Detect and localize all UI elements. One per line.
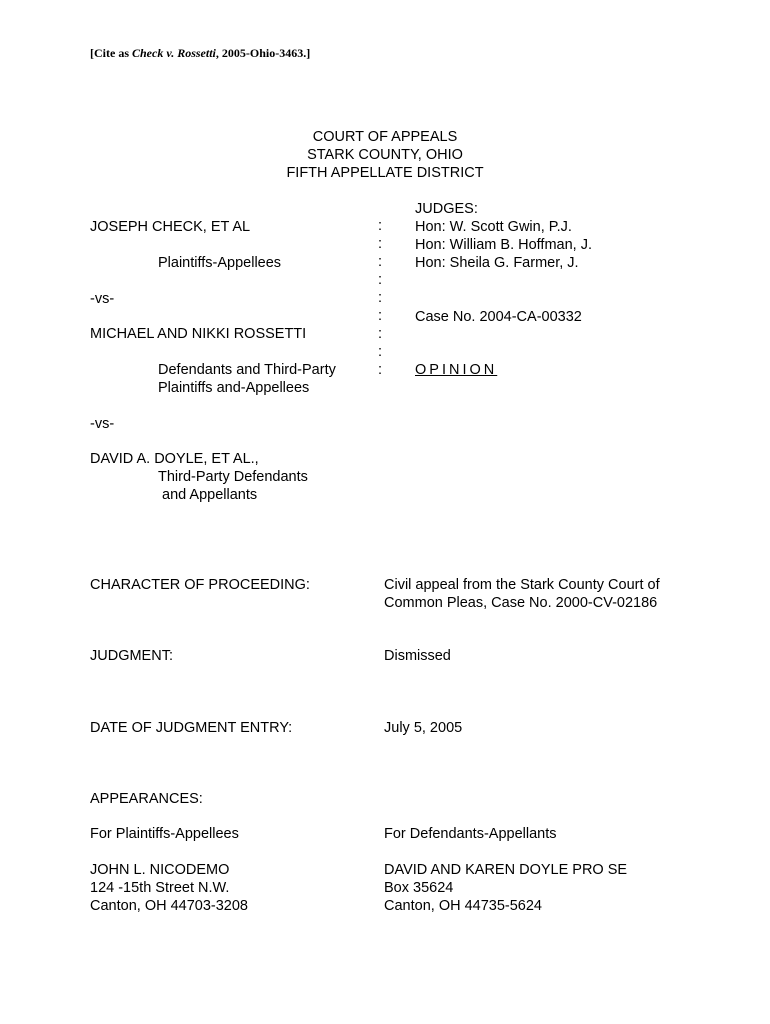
defendant-role-line1: Defendants and Third-Party xyxy=(158,362,336,378)
character-value-line1: Civil appeal from the Stark County Court of xyxy=(384,577,660,593)
caption-colon: : xyxy=(377,362,383,378)
appellees-address-line1: 124 -15th Street N.W. xyxy=(90,880,230,896)
third-party-name: DAVID A. DOYLE, ET AL., xyxy=(90,451,259,467)
judgment-value: Dismissed xyxy=(384,648,451,664)
third-party-role-line2: and Appellants xyxy=(162,487,258,503)
appellees-counsel-name: JOHN L. NICODEMO xyxy=(90,862,230,878)
caption-colon: : xyxy=(377,218,383,234)
appellants-counsel-name: DAVID AND KAREN DOYLE PRO SE xyxy=(384,862,628,878)
citation-line xyxy=(90,46,310,61)
judges-heading: JUDGES: xyxy=(415,201,478,217)
judgment-label: JUDGMENT: xyxy=(90,648,173,664)
caption-colon: : xyxy=(377,308,383,324)
caption-colon: : xyxy=(377,290,383,306)
judge-3: Hon: Sheila G. Farmer, J. xyxy=(415,255,579,271)
appellants-address-line1: Box 35624 xyxy=(384,880,454,896)
opinion-title: OPINION xyxy=(415,362,498,378)
case-number: Case No. 2004-CA-00332 xyxy=(415,309,582,325)
plaintiff-role: Plaintiffs-Appellees xyxy=(158,255,282,271)
character-value-line2: Common Pleas, Case No. 2000-CV-02186 xyxy=(384,595,658,611)
caption-colon: : xyxy=(377,254,383,270)
appellees-address-line2: Canton, OH 44703-3208 xyxy=(90,898,248,914)
appellants-heading: For Defendants-Appellants xyxy=(384,826,557,842)
court-name: COURT OF APPEALS xyxy=(312,129,458,145)
character-label: CHARACTER OF PROCEEDING: xyxy=(90,577,310,593)
citation-prefix: [Cite as xyxy=(90,46,132,60)
caption-colon: : xyxy=(377,326,383,342)
defendant-name: MICHAEL AND NIKKI ROSSETTI xyxy=(90,326,307,342)
caption-colon: : xyxy=(377,272,383,288)
third-party-role-line1: Third-Party Defendants xyxy=(158,469,308,485)
caption-colon: : xyxy=(377,344,383,360)
court-county: STARK COUNTY, OHIO xyxy=(307,147,463,163)
caption-colon: : xyxy=(377,236,383,252)
date-value: July 5, 2005 xyxy=(384,720,463,736)
versus-1: -vs- xyxy=(90,291,115,307)
appearances-heading: APPEARANCES: xyxy=(90,791,203,807)
appellants-address-line2: Canton, OH 44735-5624 xyxy=(384,898,542,914)
citation-suffix: , 2005-Ohio-3463.] xyxy=(215,46,311,60)
date-label: DATE OF JUDGMENT ENTRY: xyxy=(90,720,293,736)
appellees-heading: For Plaintiffs-Appellees xyxy=(90,826,239,842)
versus-2: -vs- xyxy=(90,416,115,432)
citation-case-name: Check v. Rossetti xyxy=(132,46,216,60)
plaintiff-name: JOSEPH CHECK, ET AL xyxy=(90,219,251,235)
judge-1: Hon: W. Scott Gwin, P.J. xyxy=(415,219,572,235)
defendant-role-line2: Plaintiffs and-Appellees xyxy=(158,380,310,396)
court-district: FIFTH APPELLATE DISTRICT xyxy=(286,165,484,181)
judge-2: Hon: William B. Hoffman, J. xyxy=(415,237,593,253)
